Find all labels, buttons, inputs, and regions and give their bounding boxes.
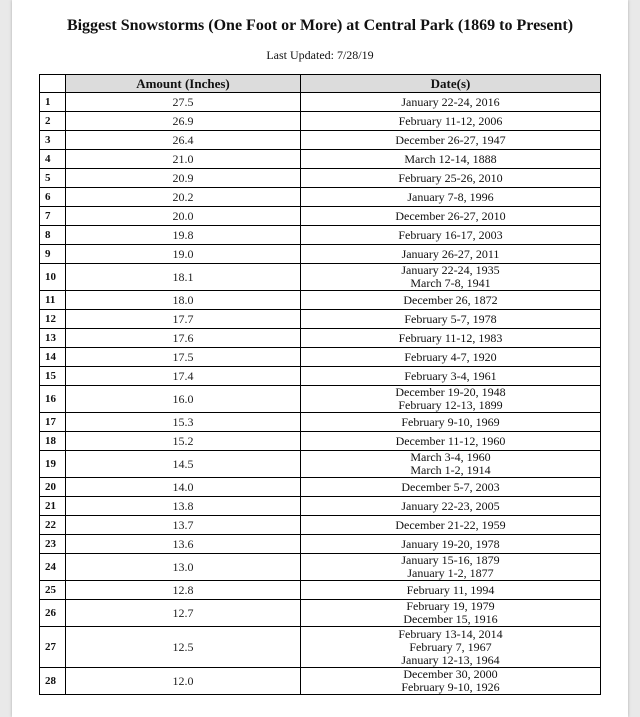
amount-cell: 21.0 — [66, 150, 301, 169]
dates-cell — [301, 226, 601, 245]
amount-cell: 17.7 — [66, 310, 301, 329]
amount-cell: 13.6 — [66, 535, 301, 554]
table-row — [40, 386, 601, 413]
date-line: January 22-24, 2016 — [401, 94, 500, 109]
date-line: December 21-22, 1959 — [395, 517, 506, 532]
rank-cell: 3 — [40, 131, 66, 150]
document-title: Biggest Snowstorms (One Foot or More) at Central Park (1869 to Present) — [66, 17, 574, 34]
dates-cell — [301, 367, 601, 386]
table-row — [40, 478, 601, 497]
date-line: December 15, 1916 — [403, 612, 498, 626]
date-line: January 15-16, 1879 — [401, 553, 500, 567]
date-line: February 3-4, 1961 — [404, 368, 497, 383]
date-line: December 11-12, 1960 — [395, 433, 506, 448]
date-line: March 3-4, 1960 — [410, 450, 491, 464]
document-page — [12, 0, 628, 717]
rank-cell: 5 — [40, 169, 66, 188]
table-body — [40, 93, 601, 695]
table-row — [40, 291, 601, 310]
dates-cell — [301, 581, 601, 600]
table-row — [40, 348, 601, 367]
table-row — [40, 432, 601, 451]
amount-cell: 15.3 — [66, 413, 301, 432]
amount-cell: 20.0 — [66, 207, 301, 226]
rank-cell: 8 — [40, 226, 66, 245]
dates-cell — [301, 150, 601, 169]
amount-header: Amount (Inches) — [66, 75, 301, 93]
amount-cell: 18.0 — [66, 291, 301, 310]
date-line: January 1-2, 1877 — [407, 566, 494, 580]
rank-cell: 25 — [40, 581, 66, 600]
date-line: January 22-24, 1935 — [401, 263, 500, 277]
date-line: January 12-13, 1964 — [401, 652, 500, 667]
amount-cell: 17.6 — [66, 329, 301, 348]
amount-cell: 14.0 — [66, 478, 301, 497]
rank-cell: 26 — [40, 600, 66, 627]
amount-cell: 12.7 — [66, 600, 301, 627]
table-row — [40, 367, 601, 386]
table-header-row — [40, 75, 601, 93]
table-row — [40, 310, 601, 329]
table-row — [40, 188, 601, 207]
date-line: February 19, 1979 — [406, 599, 495, 613]
dates-cell — [301, 169, 601, 188]
rank-cell: 18 — [40, 432, 66, 451]
rank-cell: 16 — [40, 386, 66, 413]
amount-cell: 13.7 — [66, 516, 301, 535]
dates-cell — [301, 291, 601, 310]
dates-cell — [301, 348, 601, 367]
dates-cell — [301, 413, 601, 432]
date-line: February 13-14, 2014 — [398, 626, 503, 641]
amount-cell: 17.5 — [66, 348, 301, 367]
rank-cell: 21 — [40, 497, 66, 516]
rank-cell: 15 — [40, 367, 66, 386]
date-line: December 26, 1872 — [403, 292, 498, 307]
amount-cell: 18.1 — [66, 264, 301, 291]
amount-cell: 12.5 — [66, 627, 301, 668]
dates-header: Date(s) — [301, 75, 601, 93]
date-line: January 26-27, 2011 — [401, 246, 500, 261]
rank-cell: 14 — [40, 348, 66, 367]
dates-cell — [301, 131, 601, 150]
amount-cell: 12.0 — [66, 668, 301, 695]
date-line: February 7, 1967 — [409, 639, 492, 654]
rank-cell: 22 — [40, 516, 66, 535]
table-row — [40, 131, 601, 150]
dates-cell — [301, 93, 601, 112]
dates-cell — [301, 627, 601, 668]
rank-cell: 7 — [40, 207, 66, 226]
dates-cell — [301, 245, 601, 264]
date-line: February 11, 1994 — [406, 582, 495, 597]
rank-cell: 19 — [40, 451, 66, 478]
date-line: February 9-10, 1969 — [401, 414, 500, 429]
table-row — [40, 451, 601, 478]
date-line: March 7-8, 1941 — [410, 276, 491, 290]
table-row — [40, 668, 601, 695]
date-line: February 11-12, 1983 — [398, 330, 503, 345]
amount-cell: 19.8 — [66, 226, 301, 245]
dates-cell — [301, 668, 601, 695]
amount-cell: 26.9 — [66, 112, 301, 131]
table-row — [40, 207, 601, 226]
dates-cell — [301, 207, 601, 226]
dates-cell — [301, 112, 601, 131]
date-line: January 19-20, 1978 — [401, 536, 500, 551]
amount-cell: 27.5 — [66, 93, 301, 112]
date-line: February 25-26, 2010 — [398, 170, 503, 185]
table-row — [40, 150, 601, 169]
date-line: March 1-2, 1914 — [410, 463, 491, 477]
dates-cell — [301, 554, 601, 581]
date-line: March 12-14, 1888 — [404, 151, 497, 166]
date-line: January 22-23, 2005 — [401, 498, 500, 513]
dates-cell — [301, 329, 601, 348]
rank-cell: 1 — [40, 93, 66, 112]
table-row — [40, 600, 601, 627]
dates-cell — [301, 478, 601, 497]
table-row — [40, 554, 601, 581]
rank-cell: 10 — [40, 264, 66, 291]
date-line: February 9-10, 1926 — [401, 680, 500, 694]
table-row — [40, 112, 601, 131]
table-row — [40, 516, 601, 535]
dates-cell — [301, 600, 601, 627]
table-row — [40, 627, 601, 668]
dates-cell — [301, 188, 601, 207]
date-line: December 26-27, 1947 — [395, 132, 506, 147]
rank-header — [40, 75, 66, 93]
table-row — [40, 329, 601, 348]
rank-cell: 13 — [40, 329, 66, 348]
dates-cell — [301, 451, 601, 478]
amount-cell: 26.4 — [66, 131, 301, 150]
date-line: February 4-7, 1920 — [404, 349, 497, 364]
rank-cell: 28 — [40, 668, 66, 695]
amount-cell: 16.0 — [66, 386, 301, 413]
date-line: December 19-20, 1948 — [395, 385, 506, 399]
table-row — [40, 581, 601, 600]
date-line: January 7-8, 1996 — [407, 189, 494, 204]
table-row — [40, 226, 601, 245]
dates-cell — [301, 535, 601, 554]
amount-cell: 17.4 — [66, 367, 301, 386]
rank-cell: 11 — [40, 291, 66, 310]
table-row — [40, 413, 601, 432]
date-line: February 5-7, 1978 — [404, 311, 497, 326]
date-line: December 30, 2000 — [403, 667, 498, 681]
amount-cell: 20.2 — [66, 188, 301, 207]
table-row — [40, 93, 601, 112]
date-line: February 11-12, 2006 — [398, 113, 503, 128]
amount-cell: 14.5 — [66, 451, 301, 478]
last-updated: Last Updated: 7/28/19 — [266, 48, 374, 62]
table-row — [40, 535, 601, 554]
table-row — [40, 245, 601, 264]
amount-cell: 15.2 — [66, 432, 301, 451]
dates-cell — [301, 432, 601, 451]
date-line: December 26-27, 2010 — [395, 208, 506, 223]
rank-cell: 6 — [40, 188, 66, 207]
amount-cell: 19.0 — [66, 245, 301, 264]
rank-cell: 24 — [40, 554, 66, 581]
dates-cell — [301, 310, 601, 329]
rank-cell: 27 — [40, 627, 66, 668]
amount-cell: 13.8 — [66, 497, 301, 516]
amount-cell: 20.9 — [66, 169, 301, 188]
rank-cell: 2 — [40, 112, 66, 131]
date-line: February 12-13, 1899 — [398, 398, 503, 412]
table-row — [40, 497, 601, 516]
rank-cell: 20 — [40, 478, 66, 497]
dates-cell — [301, 497, 601, 516]
rank-cell: 9 — [40, 245, 66, 264]
rank-cell: 4 — [40, 150, 66, 169]
table-row — [40, 264, 601, 291]
date-line: December 5-7, 2003 — [401, 479, 500, 494]
dates-cell — [301, 516, 601, 535]
dates-cell — [301, 386, 601, 413]
rank-cell: 17 — [40, 413, 66, 432]
amount-cell: 12.8 — [66, 581, 301, 600]
table-row — [40, 169, 601, 188]
dates-cell — [301, 264, 601, 291]
amount-cell: 13.0 — [66, 554, 301, 581]
date-line: February 16-17, 2003 — [398, 227, 503, 242]
snowstorm-table — [39, 74, 601, 695]
rank-cell: 12 — [40, 310, 66, 329]
rank-cell: 23 — [40, 535, 66, 554]
